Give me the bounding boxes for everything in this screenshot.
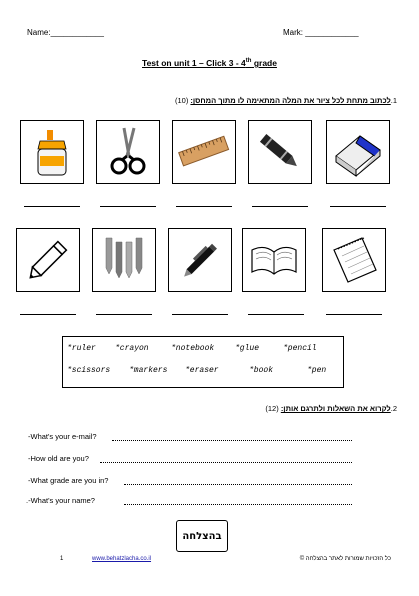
picture-ruler: [172, 120, 236, 184]
answer-line[interactable]: [326, 314, 382, 315]
markers-icon: [98, 234, 150, 286]
word-bank-item: *notebook: [171, 344, 215, 353]
word-bank-item: *scissors: [67, 366, 111, 375]
answer-dotted-line[interactable]: [124, 504, 352, 505]
word-bank-item: *ruler: [67, 344, 96, 353]
page-number: 1: [60, 556, 64, 562]
crayon-icon: [254, 126, 306, 178]
picture-markers: [92, 228, 156, 292]
answer-line[interactable]: [172, 314, 228, 315]
answer-line[interactable]: [330, 206, 386, 207]
question-2-heading: 2.לקרוא את השאלות ולתרגם אותן: (12): [265, 404, 397, 413]
name-field: Name:____________: [27, 28, 104, 37]
picture-crayon: [248, 120, 312, 184]
answer-line[interactable]: [248, 314, 304, 315]
ruler-icon: [178, 126, 230, 178]
answer-line[interactable]: [96, 314, 152, 315]
pen-icon: [174, 234, 226, 286]
word-bank-item: *markers: [129, 366, 168, 375]
eraser-icon: [332, 126, 384, 178]
glue-icon: [26, 126, 78, 178]
word-bank: [62, 336, 344, 388]
answer-dotted-line[interactable]: [100, 462, 352, 463]
answer-line[interactable]: [176, 206, 232, 207]
pencil-icon: [22, 234, 74, 286]
scissors-icon: [102, 126, 154, 178]
picture-notebook: [322, 228, 386, 292]
answer-line[interactable]: [20, 314, 76, 315]
question-line: -How old are you?: [28, 454, 89, 463]
answer-dotted-line[interactable]: [112, 440, 352, 441]
behatzlacha-logo: בהצלחה: [176, 520, 228, 552]
answer-dotted-line[interactable]: [124, 484, 352, 485]
notebook-icon: [328, 234, 380, 286]
mark-field: Mark: ____________: [283, 28, 359, 37]
picture-book: [242, 228, 306, 292]
word-bank-item: *pen: [307, 366, 327, 375]
question-line: .-What's your name?: [26, 496, 95, 505]
picture-glue: [20, 120, 84, 184]
answer-line[interactable]: [24, 206, 80, 207]
answer-line[interactable]: [100, 206, 156, 207]
word-bank-item: *pencil: [283, 344, 317, 353]
book-icon: [248, 234, 300, 286]
site-link[interactable]: www.behatzlacha.co.il: [92, 556, 152, 562]
word-bank-item: *eraser: [185, 366, 219, 375]
question-1-heading: 1.לכתוב מתחת לכל ציור את המלה המתאימה לו מתוך המחסן: (10): [174, 96, 397, 105]
picture-scissors: [96, 120, 160, 184]
picture-eraser: [326, 120, 390, 184]
word-bank-item: *crayon: [115, 344, 149, 353]
word-bank-item: *book: [249, 366, 274, 375]
question-line: -What's your e-mail?: [28, 432, 97, 441]
picture-pen: [168, 228, 232, 292]
test-title: Test on unit 1 – Click 3 - 4th grade: [142, 58, 277, 68]
picture-pencil: [16, 228, 80, 292]
answer-line[interactable]: [252, 206, 308, 207]
question-line: -What grade are you in?: [28, 476, 109, 485]
copyright-text: כל הזכויות שמורות לאתר בהצלחה ©: [299, 556, 391, 562]
word-bank-item: *glue: [235, 344, 260, 353]
